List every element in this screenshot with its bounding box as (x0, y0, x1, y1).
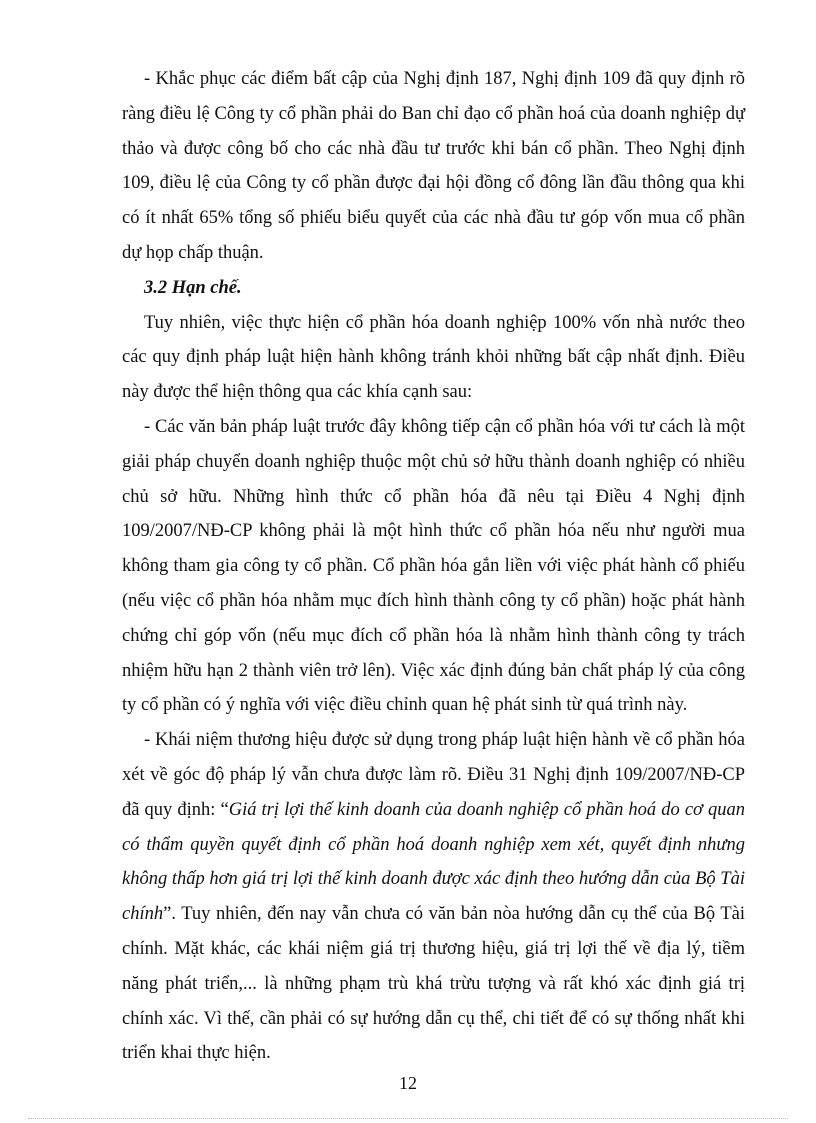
paragraph-charter-amendments: - Khắc phục các điểm bất cập của Nghị định 187, Nghị định 109 đã quy định rõ ràng điều lệ Công ty cổ phần phải do Ban chỉ đạo cổ phần hoá của doanh nghiệp dự thảo và được công bố cho các nhà đầu tư trước khi bán cổ phần. Theo Nghị định 109, điều lệ của Công ty cổ phần được đại hội đồng cổ đông lần đầu thông qua khi có ít nhất 65% tổng số phiếu biểu quyết của các nhà đầu tư góp vốn mua cổ phần dự họp chấp thuận. (122, 69, 745, 263)
page-number: 12 (399, 1073, 417, 1093)
paragraph-legal-approach: - Các văn bản pháp luật trước đây không tiếp cận cổ phần hóa với tư cách là một giải pháp chuyển doanh nghiệp thuộc một chủ sở hữu thành doanh nghiệp có nhiều chủ sở hữu. Những hình thức cổ phần hóa đã nêu tại Điều 4 Nghị định 109/2007/NĐ-CP không phải là một hình thức cổ phần hóa nếu như người mua không tham gia công ty cổ phần. Cổ phần hóa gắn liền với việc phát hành cổ phiếu (nếu việc cổ phần hóa nhằm mục đích hình thành công ty cổ phần) hoặc phát hành chứng chỉ góp vốn (nếu mục đích cổ phần hóa là nhằm hình thành công ty trách nhiệm hữu hạn 2 thành viên trở lên). Việc xác định đúng bản chất pháp lý của công ty cổ phần có ý nghĩa với việc điều chỉnh quan hệ phát sinh từ quá trình này. (122, 416, 745, 716)
section-heading-limitations: 3.2 Hạn chế. (144, 277, 242, 298)
brand-concept-intro: - Khái niệm thương hiệu được sử dụng trong pháp luật hiện hành về cổ phần hóa xét về góc độ pháp lý vẫn chưa được làm rõ. Điều 31 Nghị định 109/2007/NĐ-CP đã quy định: “ (122, 730, 745, 820)
body-text (122, 62, 745, 1071)
brand-concept-rest: ”. Tuy nhiên, đến nay vẫn chưa có văn bản nòa hướng dẫn cụ thể của Bộ Tài chính. Mặt khác, các khái niệm giá trị thương hiệu, giá trị lợi thế về địa lý, tiềm năng phát triển,... là những phạm trù khá trừu tượng và rất khó xác định giá trị chính xác. Vì thế, cần phải có sự hướng dẫn cụ thể, chi tiết để có sự thống nhất khi triển khai thực hiện. (122, 904, 745, 1064)
paragraph-limitations-intro: Tuy nhiên, việc thực hiện cổ phần hóa doanh nghiệp 100% vốn nhà nước theo các quy định pháp luật hiện hành không tránh khỏi những bất cập nhất định. Điều này được thể hiện thông qua các khía cạnh sau: (122, 312, 745, 403)
paragraph-brand-concept (122, 723, 745, 1071)
footer-divider (28, 1118, 788, 1119)
decree-quote: Giá trị lợi thế kinh doanh của doanh nghiệp cổ phần hoá do cơ quan có thẩm quyền quyết định cổ phần hoá doanh nghiệp xem xét, quyết định nhưng không thấp hơn giá trị lợi thế kinh doanh được xác định theo hướng dẫn của Bộ Tài chính (122, 799, 746, 925)
